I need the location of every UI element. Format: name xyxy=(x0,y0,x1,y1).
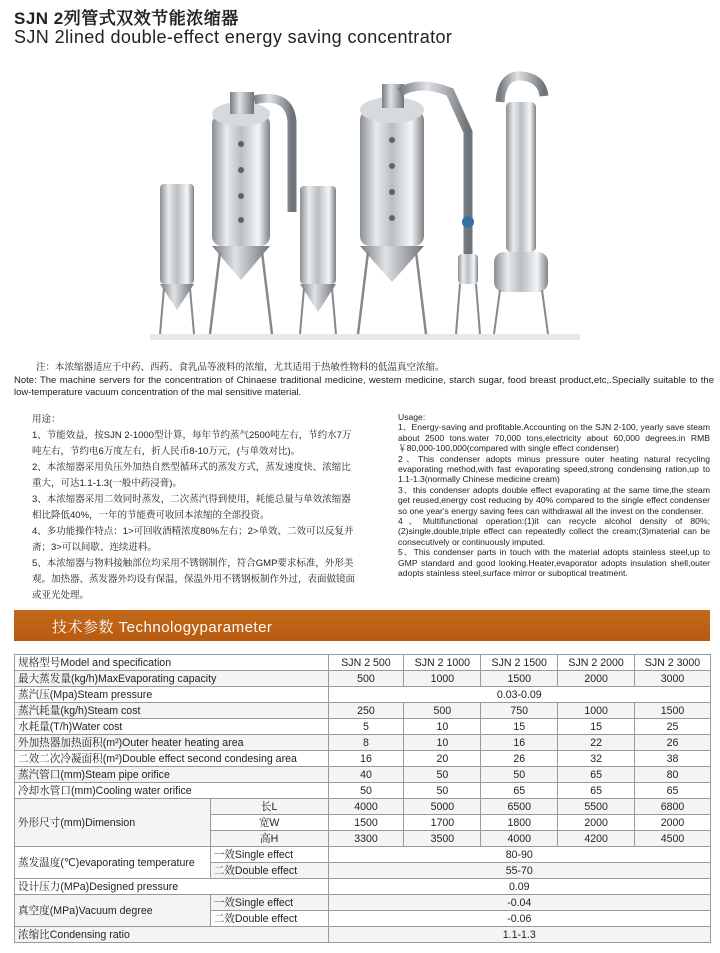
table-row xyxy=(15,895,711,911)
table-cell: 10 xyxy=(404,735,481,751)
row-label: 蒸汽压(Mpa)Steam pressure xyxy=(15,687,329,703)
usage-cn-item: 2、本浓缩器采用负压外加热自然型循环式的蒸发方式，蒸发速度快、浓缩比重大，可达1.1-1.3(一般中药浸膏)。 xyxy=(32,462,351,489)
usage-en-heading: Usage: xyxy=(398,412,426,422)
row-label: 设计压力(MPa)Designed pressure xyxy=(15,879,329,895)
row-sublabel: 长L xyxy=(210,799,328,815)
note-cn: 注：本浓缩器适应于中药、西药、食乳品等液料的浓缩，尤其适用于热敏性物料的低温真空浓缩。 xyxy=(36,362,445,373)
usage-en xyxy=(380,412,710,579)
table-row xyxy=(15,687,711,703)
table-cell: 1500 xyxy=(481,671,558,687)
model-header: SJN 2 1000 xyxy=(404,655,481,671)
table-header-row xyxy=(15,655,711,671)
section-title: 技术参数 Technologyparameter xyxy=(52,619,273,636)
table-row xyxy=(15,847,711,863)
table-cell: 1500 xyxy=(328,815,404,831)
table-cell: 55-70 xyxy=(328,863,710,879)
table-cell: 500 xyxy=(328,671,404,687)
table-cell: 3300 xyxy=(328,831,404,847)
table-cell: 80 xyxy=(635,767,711,783)
table-cell: 15 xyxy=(558,719,635,735)
table-cell: 2000 xyxy=(558,815,635,831)
table-cell: 0.03-0.09 xyxy=(328,687,710,703)
row-sublabel: 二效Double effect xyxy=(210,911,328,927)
row-label: 冷却水管口(mm)Cooling water orifice xyxy=(15,783,329,799)
row-label: 水耗量(T/h)Water cost xyxy=(15,719,329,735)
row-sublabel: 一效Single effect xyxy=(210,895,328,911)
page-title-en: SJN 2lined double-effect energy saving concentrator xyxy=(14,27,453,47)
page-title-cn: SJN 2列管式双效节能浓缩器 xyxy=(14,9,239,28)
table-cell: 50 xyxy=(404,783,481,799)
row-label: 真空度(MPa)Vacuum degree xyxy=(15,895,211,927)
table-cell: 16 xyxy=(328,751,404,767)
table-cell: -0.04 xyxy=(328,895,710,911)
model-header: SJN 2 1500 xyxy=(481,655,558,671)
table-cell: 50 xyxy=(404,767,481,783)
table-cell: 40 xyxy=(328,767,404,783)
table-cell: 250 xyxy=(328,703,404,719)
table-cell: 65 xyxy=(481,783,558,799)
table-row xyxy=(15,927,711,943)
table-cell: 32 xyxy=(558,751,635,767)
usage-cn-item: 3、本浓缩器采用二效同时蒸发，二次蒸汽得到使用，耗能总量与单效浓缩器相比降低40%，一年的节能费可收回本浓缩的全部投资。 xyxy=(32,494,351,521)
row-label: 蒸汽管口(mm)Steam pipe orifice xyxy=(15,767,329,783)
usage-en-item: 2、This condenser adopts minus pressure outer heating natural recycling evaporating method,with fast evaporating speed,strong condensing ration,up to 1.1-1.3(normally Chinese medicine cream) xyxy=(398,453,710,485)
table-row xyxy=(15,783,711,799)
usage-en-item: 5、This condenser parts in touch with the material adopts stainless steel,up to GMP standard and good looking.Heater,evaporator adopts insulation shell,outer adopts stainless steel,surface mirror or suboptical treatment. xyxy=(398,547,710,579)
table-cell: 3500 xyxy=(404,831,481,847)
row-sublabel: 高H xyxy=(210,831,328,847)
section-header xyxy=(14,610,710,641)
model-header: SJN 2 3000 xyxy=(635,655,711,671)
table-cell: 65 xyxy=(558,783,635,799)
table-cell: 750 xyxy=(481,703,558,719)
table-cell: 1700 xyxy=(404,815,481,831)
table-row xyxy=(15,735,711,751)
usage-cn-item: 4、多功能操作特点：1>可回收酒精浓度80%左右；2>单效、二效可以反复并斋；3>可以间歇、连续进料。 xyxy=(32,526,354,553)
table-cell: 10 xyxy=(404,719,481,735)
row-label: 蒸发温度(℃)evaporating temperature xyxy=(15,847,211,879)
table-cell: 65 xyxy=(635,783,711,799)
usage-en-item: 3、this condenser adopts double effect evaporating at the same time,the steam get reused,energy cost reducing by 40% compared to the single effect condenser so one year's energy saving fees can withdrawal all the invest on the condenser. xyxy=(398,484,710,516)
table-cell: 25 xyxy=(635,719,711,735)
table-cell: 1.1-1.3 xyxy=(328,927,710,943)
table-cell: 38 xyxy=(635,751,711,767)
table-cell: 4500 xyxy=(635,831,711,847)
table-cell: 20 xyxy=(404,751,481,767)
table-cell: 1000 xyxy=(558,703,635,719)
row-sublabel: 二效Double effect xyxy=(210,863,328,879)
usage-cn xyxy=(14,412,358,604)
usage-cn-item: 5、本浓缩器与物料接触部位均采用不锈钢制作，符合GMP要求标准，外形美观。加热器、蒸发器外均设有保温，保温外用不锈钢板制作外过，表面做镜面或亚光处理。 xyxy=(32,558,356,601)
table-cell: 5000 xyxy=(404,799,481,815)
table-cell: 22 xyxy=(558,735,635,751)
usage-en-item: 1、Energy-saving and profitable.Accounting on the SJN 2-100, yearly save steam about 2500 tons.water 70,000 tons,electricity about 60,000 degrees.in RMB ￥80,000-100,000(compared with single effect condenser) xyxy=(398,422,710,454)
usage-en-item: 4、Multifunctional operation:(1)it can recycle alcohol density of 80%;(2)single,double,triple effect can repeatedly collect the cream;(3)material can be consecutively or continuously imputed. xyxy=(398,516,710,547)
table-cell: 2000 xyxy=(558,671,635,687)
table-cell: 50 xyxy=(481,767,558,783)
table-cell: 5500 xyxy=(558,799,635,815)
table-cell: 6500 xyxy=(481,799,558,815)
row-label: 蒸汽耗量(kg/h)Steam cost xyxy=(15,703,329,719)
row-label: 浓缩比Condensing ratio xyxy=(15,927,329,943)
table-cell: 4000 xyxy=(481,831,558,847)
concentrator-photo xyxy=(150,62,580,352)
table-row xyxy=(15,799,711,815)
table-cell: 15 xyxy=(481,719,558,735)
table-cell: 8 xyxy=(328,735,404,751)
table-cell: 26 xyxy=(635,735,711,751)
table-cell: 500 xyxy=(404,703,481,719)
table-cell: -0.06 xyxy=(328,911,710,927)
table-cell: 4200 xyxy=(558,831,635,847)
model-header: SJN 2 2000 xyxy=(558,655,635,671)
usage-cn-heading: 用途： xyxy=(32,414,61,425)
table-cell: 0.09 xyxy=(328,879,710,895)
table-row xyxy=(15,751,711,767)
table-cell: 50 xyxy=(328,783,404,799)
table-cell: 1800 xyxy=(481,815,558,831)
table-row xyxy=(15,879,711,895)
row-label: 外加热器加热面积(m²)Outer heater heating area xyxy=(15,735,329,751)
spec-table xyxy=(14,654,711,943)
table-cell: 5 xyxy=(328,719,404,735)
note-en: Note: The machine servers for the concentration of Chinaese traditional medicine, westem medicine, starch sugar, food breast product,etc,.Specially suitable to the low-temperature vacuum concentration of the mal sensitive material. xyxy=(14,374,714,398)
table-row xyxy=(15,671,711,687)
usage-cn-item: 1、节能效益，按SJN 2-1000型计算，每年节约蒸气2500吨左右，节约水7万吨左右，节约电6万度左右，折人民币8-10万元，(与单效对比)。 xyxy=(32,430,352,457)
table-cell: 1500 xyxy=(635,703,711,719)
table-row xyxy=(15,703,711,719)
table-cell: 80-90 xyxy=(328,847,710,863)
table-cell: 2000 xyxy=(635,815,711,831)
row-sublabel: 一效Single effect xyxy=(210,847,328,863)
table-cell: 6800 xyxy=(635,799,711,815)
table-cell: 3000 xyxy=(635,671,711,687)
table-cell: 1000 xyxy=(404,671,481,687)
row-sublabel: 宽W xyxy=(210,815,328,831)
model-header: SJN 2 500 xyxy=(328,655,404,671)
table-cell: 16 xyxy=(481,735,558,751)
row-label: 外形尺寸(mm)Dimension xyxy=(15,799,211,847)
table-cell: 4000 xyxy=(328,799,404,815)
header-label: 规格型号Model and specification xyxy=(15,655,329,671)
table-cell: 65 xyxy=(558,767,635,783)
table-row xyxy=(15,719,711,735)
row-label: 二效二次冷凝面积(m²)Double effect second condesing area xyxy=(15,751,329,767)
table-cell: 26 xyxy=(481,751,558,767)
row-label: 最大蒸发量(kg/h)MaxEvaporating capacity xyxy=(15,671,329,687)
table-row xyxy=(15,767,711,783)
